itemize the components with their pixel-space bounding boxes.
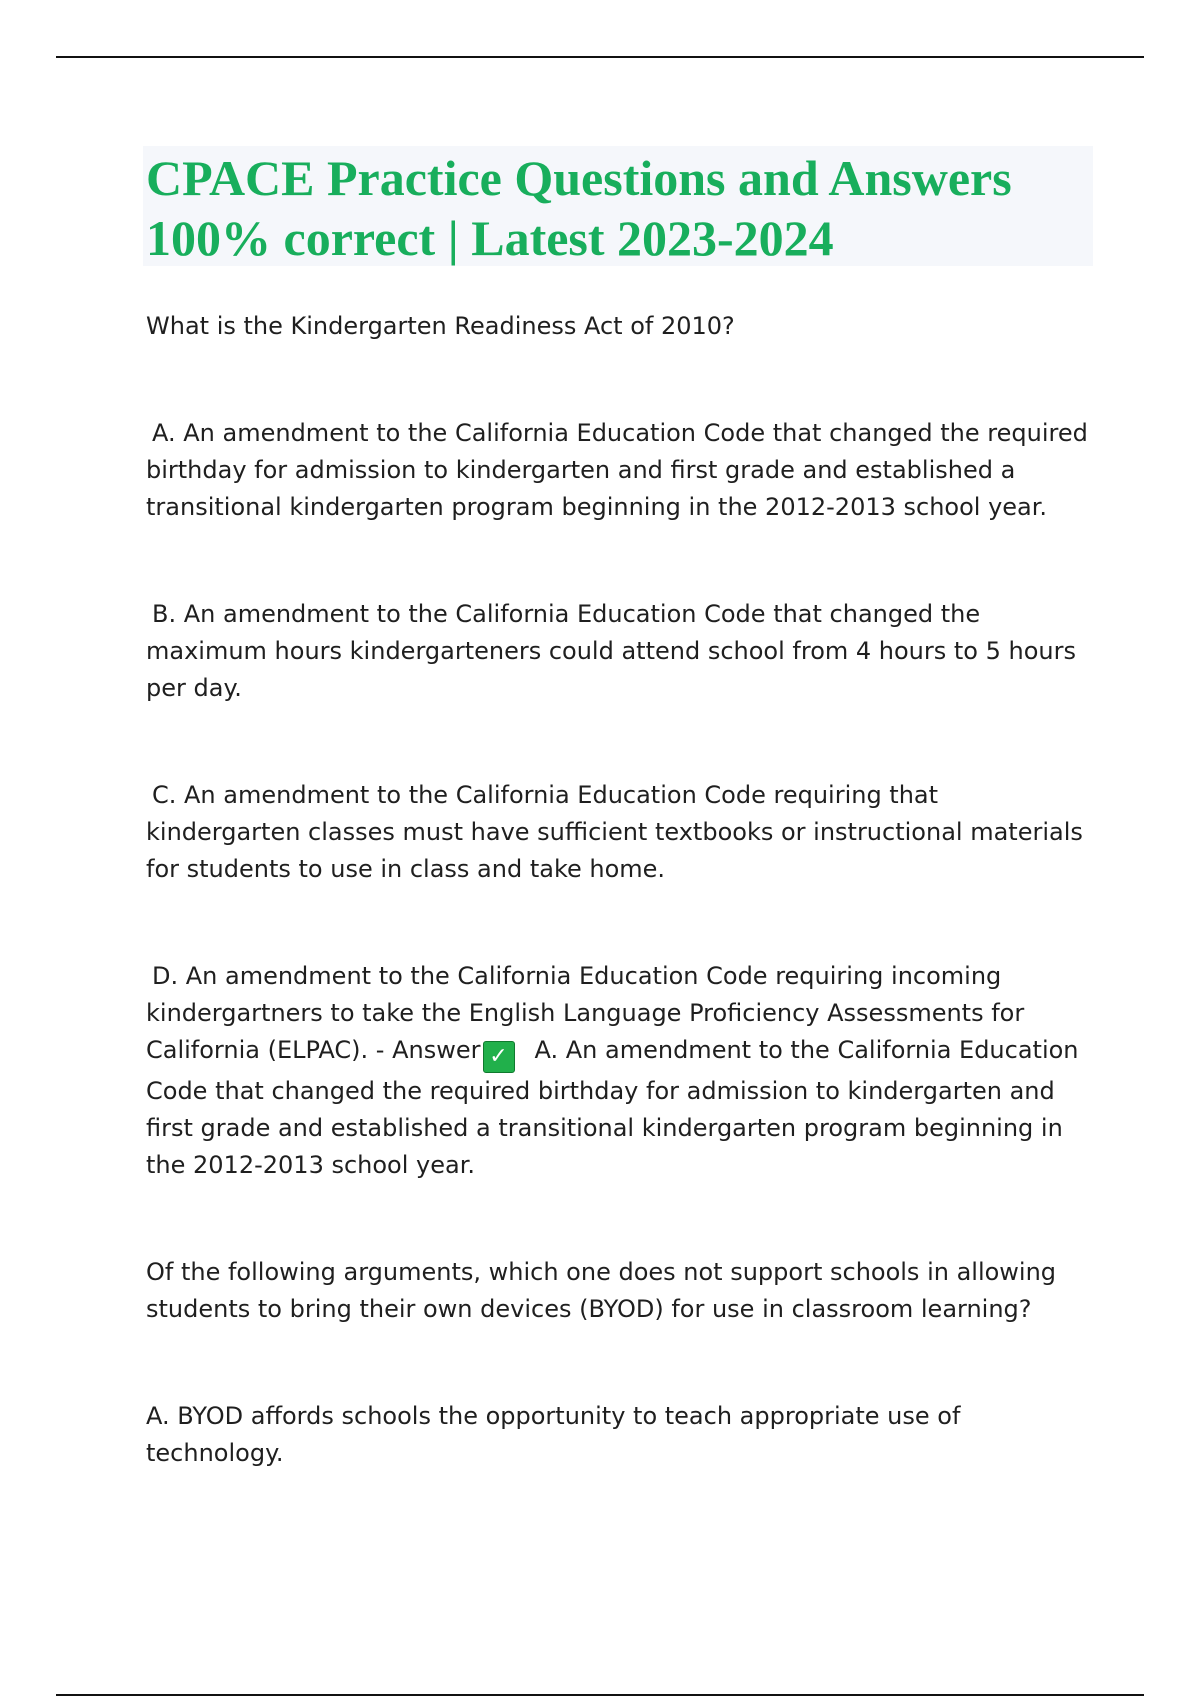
question-1-option-c: C. An amendment to the California Education Code requiring that kindergarten classes must have sufficient textbooks or instructional materials for students to use in class and take home. (146, 781, 1083, 883)
page-title: CPACE Practice Questions and Answers 100% correct | Latest 2023-2024 (146, 150, 1012, 266)
question-2-text: Of the following arguments, which one does not support schools in allowing students to bring their own devices (BYOD) for use in classroom learning? (146, 1258, 1057, 1323)
question-2-option-a: A. BYOD affords schools the opportunity to teach appropriate use of technology. (146, 1402, 961, 1467)
question-1-answer: A. An amendment to the California Education Code that changed the required birthday for admission to kindergarten and first grade and established a transitional kindergarten program beginning in the 2012-2013 school year. (146, 1036, 1079, 1179)
bottom-divider (56, 1694, 1144, 1696)
question-1-text: What is the Kindergarten Readiness Act of 2010? (146, 312, 735, 340)
check-mark-icon: ✓ (483, 1041, 515, 1073)
top-divider (56, 56, 1144, 58)
question-1-option-d-with-answer (146, 958, 1096, 1184)
question-1-option-d: D. An amendment to the California Education Code requiring incoming kindergartners to take the English Language Proficiency Assessments for California (ELPAC). - Answer (146, 962, 1025, 1064)
question-1-option-b: B. An amendment to the California Education Code that changed the maximum hours kindergarteners could attend school from 4 hours to 5 hours per day. (146, 600, 1076, 702)
question-1-option-a: A. An amendment to the California Education Code that changed the required birthday for admission to kindergarten and first grade and established a transitional kindergarten program beginning in the 2012-2013 school year. (146, 419, 1088, 521)
document-body (146, 308, 1096, 1472)
